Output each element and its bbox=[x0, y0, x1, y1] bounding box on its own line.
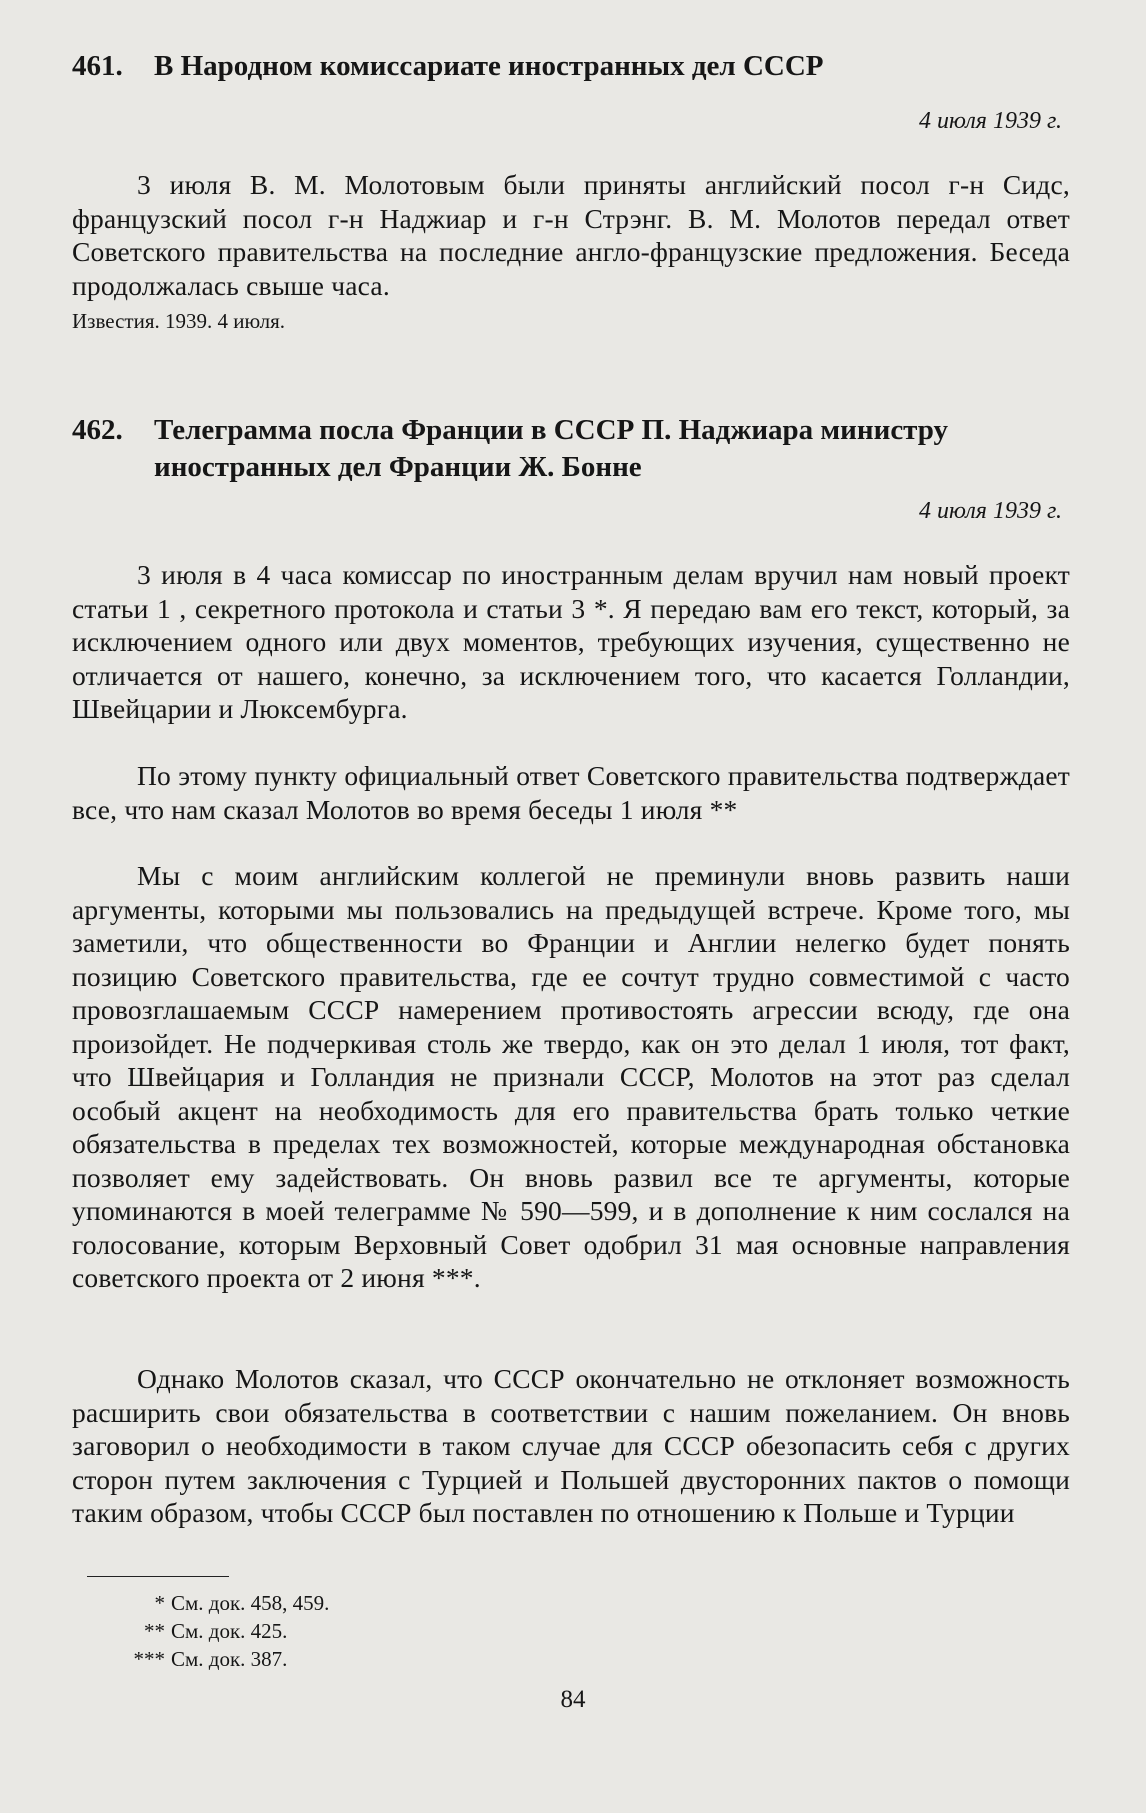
paragraph: Мы с моим английским коллегой не преминули вновь развить наши аргументы, которыми мы пользовались на предыдущей встрече. Кроме того, мы заметили, что общественности во Франции и Англии нелегко будет понять позицию Советского правительства, где ее сочтут трудно совместимой с часто провозглашаемым СССР намерением противостоять агрессии всюду, где она произойдет. Не подчеркивая столь же твердо, как он это делал 1 июля, тот факт, что Швейцария и Голландия не признали СССР, Молотов на этот раз сделал особый акцент на необходимость для его правительства брать только четкие обязательства в пределах тех возможностей, которые международная обстановка позволяет ему задействовать. Он вновь развил все те аргументы, которые упоминаются в моей телеграмме № 590—599, и в дополнение к ним сослался на голосование, которым Верховный Совет одобрил 31 мая основные направления советского проекта от 2 июня ***. bbox=[72, 860, 1070, 1293]
paragraph: 3 июля В. М. Молотовым были приняты английский посол г-н Сидс, французский посол г-н Наджиар и г-н Стрэнг. В. М. Молотов передал ответ Советского правительства на последние англо-французские предложения. Беседа продолжалась свыше часа. bbox=[72, 169, 1070, 301]
source-citation: Известия. 1939. 4 июля. bbox=[72, 309, 286, 333]
paragraph: По этому пункту официальный ответ Советского правительства подтверждает все, что нам сказал Молотов во время беседы 1 июля ** bbox=[72, 760, 1070, 825]
footnote-text: См. док. 425. bbox=[171, 1619, 288, 1643]
footnotes bbox=[87, 1589, 329, 1673]
section-title-line-2: иностранных дел Франции Ж. Бонне bbox=[154, 451, 642, 483]
paragraph: 3 июля в 4 часа комиссар по иностранным делам вручил нам новый проект статьи 1 , секретного протокола и статьи 3 *. Я передаю вам его текст, который, за исключением одного или двух моментов, требующих изучения, существенно не отличается от нашего, конечно, за исключением того, что касается Голландии, Швейцарии и Люксембурга. bbox=[72, 559, 1070, 724]
footnote-divider bbox=[87, 1576, 229, 1577]
section-number: 461. bbox=[72, 50, 123, 82]
section-462-heading bbox=[72, 412, 1082, 486]
footnote-mark: * bbox=[154, 1591, 165, 1615]
section-462-date: 4 июля 1939 г. bbox=[919, 498, 1062, 524]
section-461-date: 4 июля 1939 г. bbox=[919, 108, 1062, 134]
footnote bbox=[87, 1617, 329, 1645]
page-number: 84 bbox=[560, 1686, 586, 1713]
paragraph: Однако Молотов сказал, что СССР окончательно не отклоняет возможность расширить свои обязательства в соответствии с нашим пожеланием. Он вновь заговорил о необходимости в таком случае для СССР обезопасить себя с других сторон путем заключения с Турцией и Польшей двусторонних пактов о помощи таким образом, чтобы СССР был поставлен по отношению к Польше и Турции bbox=[72, 1363, 1070, 1528]
section-title-line-1: Телеграмма посла Франции в СССР П. Наджиара министру bbox=[154, 414, 949, 446]
footnote bbox=[87, 1589, 329, 1617]
footnote bbox=[87, 1645, 329, 1673]
section-number: 462. bbox=[72, 414, 123, 446]
section-461-heading bbox=[72, 48, 1082, 85]
footnote-text: См. док. 458, 459. bbox=[171, 1591, 330, 1615]
footnote-mark: ** bbox=[144, 1619, 165, 1643]
section-title: В Народном комиссариате иностранных дел СССР bbox=[154, 50, 824, 82]
footnote-mark: *** bbox=[133, 1647, 165, 1671]
footnote-text: См. док. 387. bbox=[171, 1647, 288, 1671]
